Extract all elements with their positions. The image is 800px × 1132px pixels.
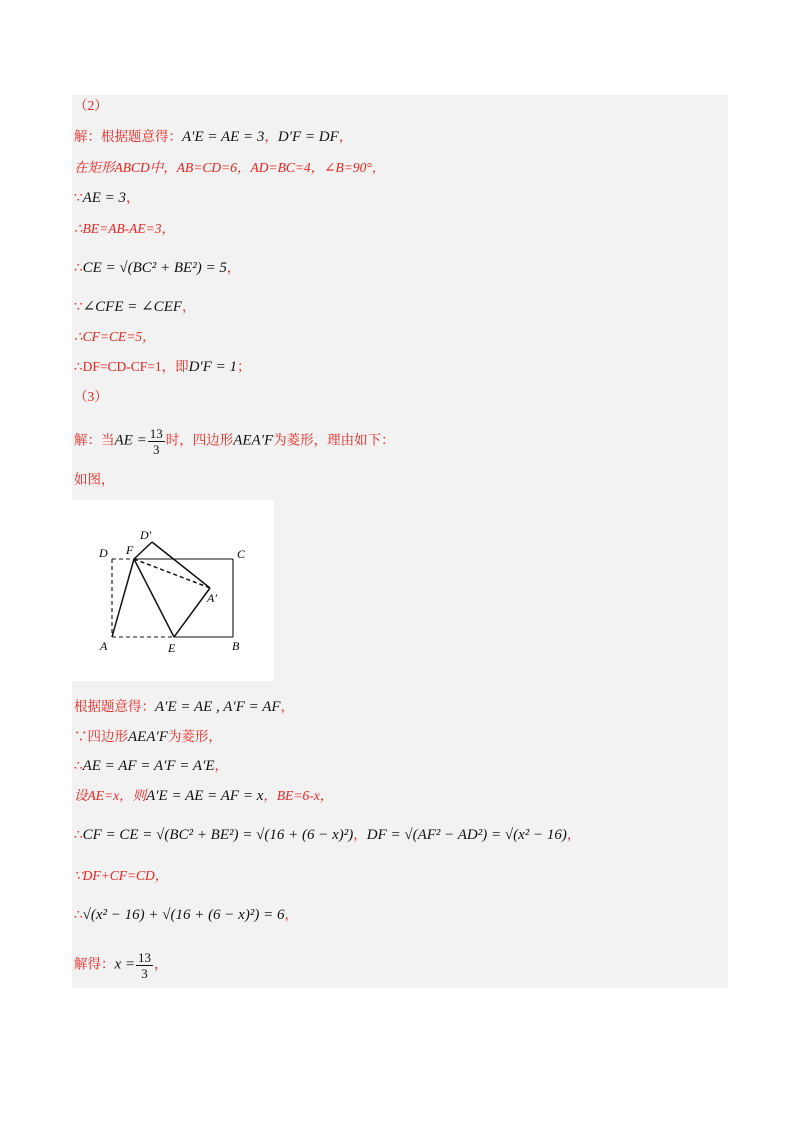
geometry-figure: [72, 500, 274, 681]
segment-EA-prime: [174, 588, 210, 637]
line-3-4: ∵四边形AEA′F为菱形，: [74, 729, 222, 745]
line-3-3: 根据题意得：A′E = AE , A′F = AF，: [74, 699, 295, 715]
label-D-prime: D′: [140, 528, 152, 542]
label-C: C: [237, 547, 246, 561]
segment-FD-prime: [134, 542, 152, 559]
line-2-8: ∴DF=CD-CF=1，即D′F = 1；: [74, 359, 251, 375]
line-3-7: ∴CF = CE = √(BC² + BE²) = √(16 + (6 − x)²)，DF = √(AF² − AD²) = √(x² − 16)，: [74, 827, 581, 843]
line-3-10: 解得：x = $\frac{13}{3}$ ，: [74, 950, 168, 981]
part-2-heading: （2）: [74, 98, 108, 113]
line-3-2: 如图，: [74, 472, 115, 487]
line-3-9: ∴√(x² − 16) + √(16 + (6 − x)²) = 6，: [74, 907, 298, 923]
line-3-5: ∴AE = AF = A′F = A′E，: [74, 758, 229, 774]
line-2-4: ∴BE=AB-AE=3，: [74, 221, 176, 236]
label-D: D: [99, 546, 108, 560]
line-2-1: 解：根据题意得：A′E = AE = 3，D′F = DF，: [74, 129, 353, 145]
segment-D-prime-A-prime: [152, 542, 210, 588]
part-3-heading: （3）: [74, 389, 108, 404]
line-2-2: 在矩形ABCD中，AB=CD=6，AD=BC=4，∠B=90°，: [74, 160, 386, 175]
segment-FE: [134, 559, 174, 637]
line-2-6: ∵∠CFE = ∠CEF，: [74, 299, 196, 315]
line-2-3: ∵AE = 3，: [74, 190, 140, 206]
label-F: F: [126, 543, 134, 557]
segment-FA-prime: [134, 559, 210, 588]
label-B: B: [232, 639, 240, 653]
line-2-7: ∴CF=CE=5，: [74, 329, 156, 344]
label-A-prime: A′: [207, 591, 217, 605]
line-3-1: 解：当AE = $\frac{13}{3}$ 时，四边形AEA′F为菱形，理由如下：: [74, 426, 395, 457]
rectangle-fold-diagram: [72, 500, 274, 681]
line-2-5: ∴CE = √(BC² + BE²) = 5，: [74, 260, 241, 276]
label-A: A: [100, 639, 108, 653]
segment-AF: [112, 559, 134, 637]
label-E: E: [168, 641, 176, 655]
line-3-8: ∵DF+CF=CD，: [74, 868, 169, 883]
line-3-6: 设AE=x，则A′E = AE = AF = x，BE=6-x，: [74, 788, 334, 804]
